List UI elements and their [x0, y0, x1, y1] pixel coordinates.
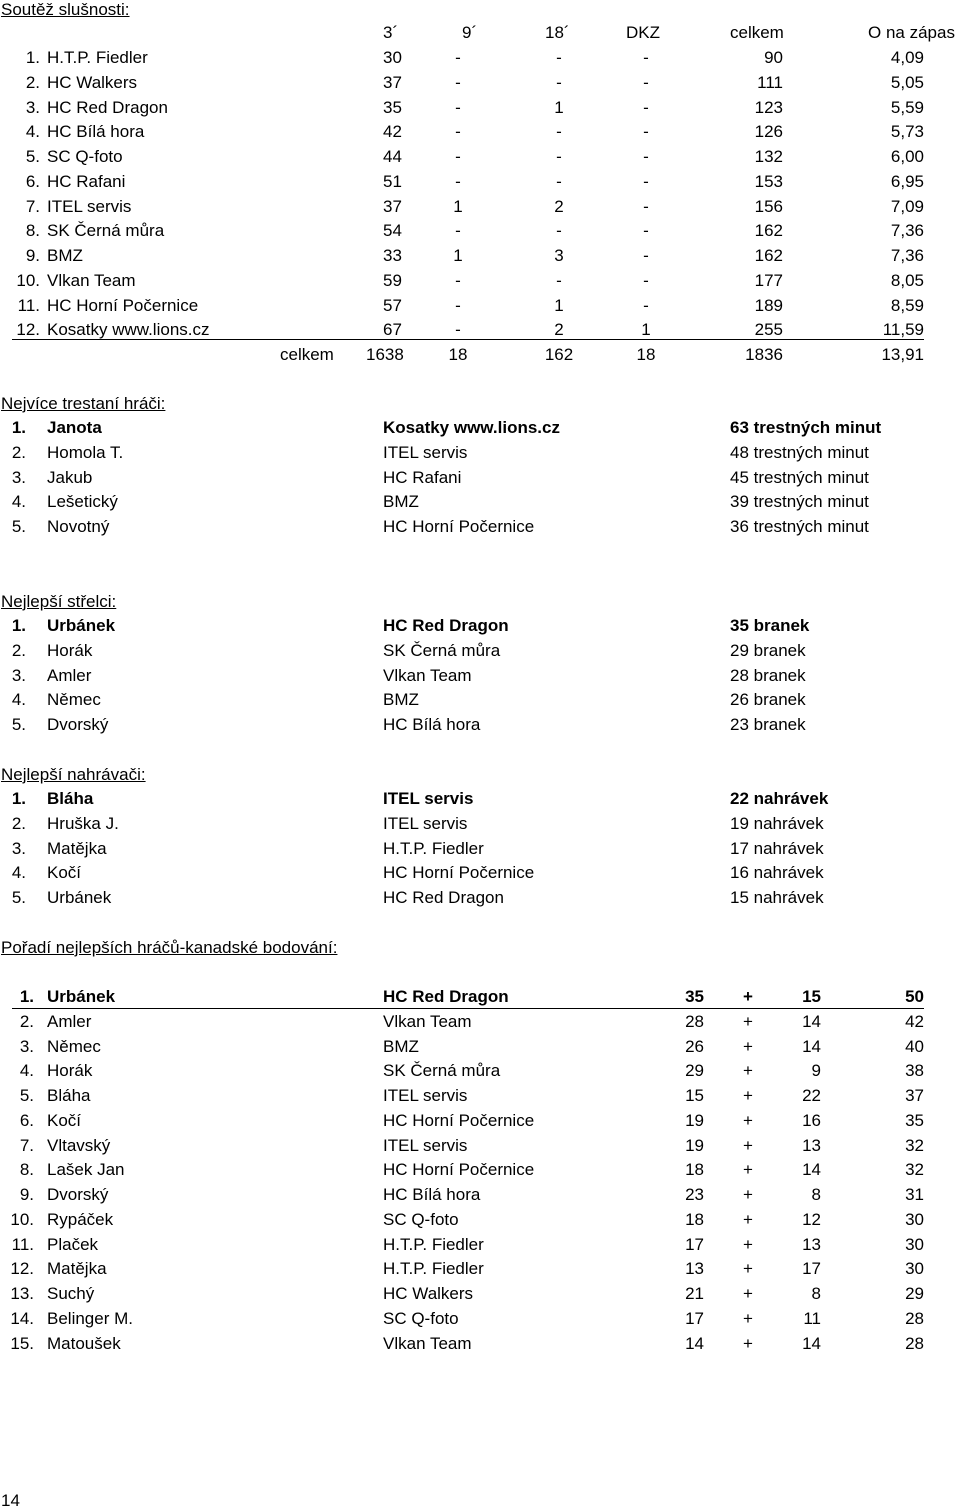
penalty-9min: -: [455, 122, 461, 142]
plus-sign: +: [743, 1234, 753, 1254]
rank: 1.: [11, 616, 26, 635]
player-name: Kočí: [47, 1110, 82, 1130]
assists: 14: [802, 1011, 821, 1031]
points: 32: [905, 1135, 924, 1155]
penalty-18min: 2: [554, 320, 564, 340]
team-name: HC Horní Počernice: [383, 1110, 535, 1130]
rank: 5.: [19, 1086, 34, 1105]
team-name: ITEL servis: [383, 1135, 468, 1155]
team-name: HC Red Dragon: [47, 97, 168, 117]
stat-value: 15 nahrávek: [730, 888, 824, 907]
assists: 12: [802, 1209, 821, 1229]
assists: 8: [811, 1284, 821, 1303]
team-name: SK Černá můra: [47, 221, 165, 241]
player-name: Matoušek: [47, 1333, 121, 1353]
team-name: HC Walkers: [47, 72, 138, 92]
player-name: Matějka: [47, 1259, 107, 1279]
penalty-3min: 67: [383, 320, 402, 340]
plus-sign: +: [743, 1061, 753, 1081]
assists: 17: [802, 1259, 821, 1279]
penalty-18min: -: [556, 147, 562, 166]
goals: 29: [685, 1061, 704, 1081]
stat-value: 48 trestných minut: [730, 442, 869, 462]
per-match: 5,59: [890, 97, 924, 117]
team-name: HC Bílá hora: [383, 715, 481, 734]
team-name: SK Černá můra: [383, 640, 501, 660]
per-match: 7,09: [890, 196, 924, 216]
team-name: Vlkan Team: [383, 1333, 472, 1353]
total-total: 1836: [745, 345, 783, 364]
per-match: 5,73: [890, 122, 924, 142]
rank: 12.: [10, 1259, 34, 1279]
player-name: Horák: [47, 640, 93, 660]
goals: 18: [685, 1160, 704, 1180]
penalty-9min: -: [455, 147, 461, 166]
penalty-total: 177: [754, 270, 783, 290]
team-name: HC Red Dragon: [383, 616, 509, 635]
rank: 9.: [19, 1185, 34, 1204]
rank: 2.: [11, 640, 26, 660]
team-name: H.T.P. Fiedler: [47, 48, 148, 67]
stat-value: 29 branek: [730, 640, 806, 660]
header-per-match: O na zápas: [868, 23, 955, 42]
player-name: Kočí: [47, 863, 82, 883]
page-number: 14: [1, 1491, 20, 1510]
player-name: Homola T.: [47, 442, 124, 462]
goals: 28: [685, 1011, 704, 1031]
player-name: Hruška J.: [47, 813, 119, 833]
player-name: Horák: [47, 1061, 93, 1081]
plus-sign: +: [743, 1086, 753, 1105]
goals: 19: [685, 1135, 704, 1155]
penalty-total: 156: [754, 196, 783, 216]
penalty-9min: 1: [453, 246, 463, 265]
rank: 2.: [11, 813, 26, 833]
points: 30: [905, 1259, 924, 1279]
plus-sign: +: [743, 1333, 753, 1353]
team-name: SC Q-foto: [47, 147, 123, 166]
points: 32: [905, 1160, 924, 1180]
penalty-total: 132: [754, 147, 783, 166]
rank: 2.: [25, 72, 40, 92]
per-match: 7,36: [890, 246, 924, 265]
team-name: H.T.P. Fiedler: [383, 1234, 484, 1254]
penalty-18min: 3: [554, 246, 564, 265]
penalty-9min: 1: [453, 196, 463, 216]
player-name: Matějka: [47, 838, 107, 858]
team-name: ITEL servis: [383, 442, 468, 462]
penalty-total: 162: [754, 246, 783, 265]
points: 42: [905, 1011, 924, 1031]
stat-value: 19 nahrávek: [730, 813, 824, 833]
team-name: HC Horní Počernice: [383, 863, 535, 883]
player-name: Plaček: [47, 1234, 99, 1254]
per-match: 8,59: [890, 295, 924, 315]
rank: 14.: [10, 1308, 34, 1328]
assists: 14: [802, 1036, 821, 1056]
penalty-dkz: -: [643, 171, 649, 191]
penalty-total: 126: [754, 122, 783, 142]
stat-value: 23 branek: [730, 715, 806, 734]
rank: 3.: [19, 1036, 34, 1056]
team-name: ITEL servis: [383, 789, 474, 808]
rank: 9.: [25, 246, 40, 265]
rank: 3.: [11, 838, 26, 858]
team-name: HC Rafani: [383, 467, 462, 487]
plus-sign: +: [743, 1259, 753, 1279]
player-name: Belinger M.: [47, 1308, 133, 1328]
team-name: HC Horní Počernice: [383, 1160, 535, 1180]
rank: 11.: [17, 295, 40, 315]
team-name: Vlkan Team: [383, 1011, 472, 1031]
stat-value: 63 trestných minut: [730, 418, 882, 437]
assists: 22: [802, 1086, 821, 1105]
rank: 4.: [11, 492, 26, 512]
rank: 13.: [10, 1284, 34, 1303]
goals: 21: [685, 1284, 704, 1303]
points: 37: [905, 1086, 924, 1105]
team-name: H.T.P. Fiedler: [383, 838, 484, 858]
plus-sign: +: [743, 1185, 753, 1204]
stat-value: 45 trestných minut: [730, 467, 869, 487]
penalty-dkz: -: [643, 72, 649, 92]
penalty-total: 111: [757, 72, 783, 92]
per-match: 8,05: [890, 270, 924, 290]
rank: 4.: [19, 1061, 34, 1081]
assists: 15: [802, 987, 821, 1006]
goals: 35: [685, 987, 704, 1006]
penalty-18min: -: [556, 48, 562, 67]
points: 31: [905, 1185, 924, 1204]
team-name: HC Bílá hora: [47, 122, 145, 142]
points: 38: [905, 1061, 924, 1081]
penalty-3min: 33: [383, 246, 402, 265]
assists: 14: [802, 1160, 821, 1180]
player-name: Němec: [47, 690, 101, 710]
assists: 16: [802, 1110, 821, 1130]
penalty-3min: 59: [383, 270, 402, 290]
player-name: Jakub: [47, 467, 93, 487]
player-name: Urbánek: [47, 616, 116, 635]
plus-sign: +: [743, 1209, 753, 1229]
rank: 8.: [25, 221, 40, 241]
penalty-9min: -: [455, 320, 461, 340]
team-name: Vlkan Team: [383, 665, 472, 685]
plus-sign: +: [743, 987, 753, 1006]
player-name: Novotný: [47, 517, 110, 536]
player-name: Rypáček: [47, 1209, 114, 1229]
per-match: 6,95: [890, 171, 924, 191]
team-name: BMZ: [383, 690, 419, 710]
penalty-total: 90: [764, 48, 783, 67]
player-name: Suchý: [47, 1284, 95, 1303]
team-name: HC Bílá hora: [383, 1185, 481, 1204]
rank: 10.: [10, 1209, 34, 1229]
team-name: SC Q-foto: [383, 1308, 459, 1328]
penalty-9min: -: [455, 295, 461, 315]
goals: 13: [685, 1259, 704, 1279]
penalty-3min: 54: [383, 221, 402, 241]
fair-play-divider: [12, 339, 924, 340]
rank: 5.: [11, 715, 26, 734]
penalty-dkz: -: [643, 221, 649, 241]
goals: 23: [685, 1185, 704, 1204]
rank: 3.: [25, 97, 40, 117]
penalty-18min: -: [556, 171, 562, 191]
goals: 17: [685, 1234, 704, 1254]
team-name: SC Q-foto: [383, 1209, 459, 1229]
total-label: celkem: [280, 345, 334, 364]
points: 28: [905, 1333, 924, 1353]
player-name: Urbánek: [47, 888, 112, 907]
rank: 4.: [11, 863, 26, 883]
rank: 7.: [25, 196, 40, 216]
goals: 17: [685, 1308, 704, 1328]
rank: 1.: [25, 48, 40, 67]
total-dkz: 18: [636, 345, 656, 364]
assists-title: Nejlepší nahrávači:: [1, 765, 146, 784]
per-match: 5,05: [890, 72, 924, 92]
penalty-3min: 57: [383, 295, 402, 315]
stat-value: 28 branek: [730, 665, 806, 685]
team-name: SK Černá můra: [383, 1061, 501, 1081]
team-name: BMZ: [383, 492, 419, 512]
fair-play-title: Soutěž slušnosti:: [1, 0, 130, 19]
player-name: Lešetický: [47, 492, 118, 512]
penalty-3min: 35: [383, 97, 402, 117]
plus-sign: +: [743, 1036, 753, 1056]
goals: 15: [685, 1086, 704, 1105]
player-name: Bláha: [47, 789, 94, 808]
penalty-3min: 51: [383, 171, 402, 191]
header-9min: 9´: [462, 23, 478, 42]
penalty-dkz: -: [643, 97, 649, 117]
goals: 18: [685, 1209, 704, 1229]
team-name: BMZ: [47, 246, 83, 265]
rank: 7.: [19, 1135, 34, 1155]
penalty-9min: -: [455, 171, 461, 191]
goals: 26: [685, 1036, 704, 1056]
penalty-9min: -: [455, 97, 461, 117]
stat-value: 35 branek: [730, 616, 810, 635]
penalties-title: Nejvíce trestaní hráči:: [1, 394, 166, 413]
rank: 5.: [25, 147, 40, 166]
per-match: 7,36: [890, 221, 924, 241]
player-name: Vltavský: [47, 1135, 111, 1155]
points: 50: [905, 987, 924, 1006]
penalty-3min: 37: [383, 196, 402, 216]
per-match: 11,59: [882, 320, 924, 340]
rank: 8.: [19, 1160, 34, 1180]
player-name: Janota: [47, 418, 102, 437]
player-name: Dvorský: [47, 1185, 109, 1204]
assists: 9: [811, 1061, 821, 1081]
assists: 11: [803, 1308, 821, 1328]
total-9min: 18: [448, 345, 468, 364]
stat-value: 36 trestných minut: [730, 517, 869, 536]
player-name: Němec: [47, 1036, 101, 1056]
goals: 19: [685, 1110, 704, 1130]
rank: 4.: [11, 690, 26, 710]
canadian-title: Pořadí nejlepších hráčů-kanadské bodování:: [1, 938, 338, 957]
plus-sign: +: [743, 1011, 753, 1031]
per-match: 4,09: [890, 48, 924, 67]
penalty-18min: -: [556, 270, 562, 290]
header-3min: 3´: [383, 23, 399, 42]
rank: 12.: [16, 320, 40, 340]
points: 40: [905, 1036, 924, 1056]
team-name: BMZ: [383, 1036, 419, 1056]
header-18min: 18´: [545, 23, 570, 42]
plus-sign: +: [743, 1135, 753, 1155]
penalty-dkz: -: [643, 196, 649, 216]
points: 30: [905, 1209, 924, 1229]
team-name: HC Red Dragon: [383, 987, 509, 1006]
team-name: H.T.P. Fiedler: [383, 1259, 484, 1279]
stat-value: 39 trestných minut: [730, 492, 869, 512]
team-name: HC Walkers: [383, 1284, 474, 1303]
penalty-dkz: -: [643, 246, 649, 265]
penalty-3min: 37: [383, 72, 402, 92]
team-name: Kosatky www.lions.cz: [47, 320, 210, 340]
team-name: ITEL servis: [47, 196, 132, 216]
goals: 14: [685, 1333, 704, 1353]
player-name: Amler: [47, 665, 92, 685]
team-name: HC Horní Počernice: [383, 517, 535, 536]
penalty-dkz: -: [643, 147, 649, 166]
penalty-total: 153: [754, 171, 783, 191]
penalty-total: 123: [754, 97, 783, 117]
rank: 1.: [11, 418, 26, 437]
team-name: ITEL servis: [383, 1086, 468, 1105]
player-name: Lašek Jan: [47, 1160, 125, 1180]
player-name: Urbánek: [47, 987, 116, 1006]
team-name: ITEL servis: [383, 813, 468, 833]
team-name: HC Red Dragon: [383, 888, 504, 907]
rank: 3.: [11, 467, 26, 487]
penalty-3min: 30: [383, 48, 402, 67]
rank: 10.: [16, 270, 40, 290]
leader-underline: [12, 1008, 924, 1009]
penalty-9min: -: [455, 72, 461, 92]
team-name: HC Horní Počernice: [47, 295, 199, 315]
penalty-3min: 42: [383, 122, 402, 142]
penalty-3min: 44: [383, 147, 402, 166]
rank: 5.: [11, 517, 26, 536]
assists: 13: [802, 1234, 821, 1254]
stat-value: 16 nahrávek: [730, 863, 824, 883]
penalty-18min: -: [556, 221, 562, 241]
penalty-9min: -: [455, 48, 461, 67]
team-name: HC Rafani: [47, 171, 126, 191]
rank: 15.: [10, 1333, 34, 1353]
header-total: celkem: [730, 23, 784, 42]
total-18min: 162: [544, 345, 574, 364]
penalty-18min: 1: [554, 97, 564, 117]
rank: 6.: [25, 171, 40, 191]
points: 29: [905, 1284, 924, 1303]
plus-sign: +: [743, 1308, 753, 1328]
penalty-9min: -: [455, 221, 461, 241]
penalty-18min: -: [556, 72, 562, 92]
player-name: Dvorský: [47, 715, 109, 734]
stat-value: 17 nahrávek: [730, 838, 824, 858]
rank: 4.: [25, 122, 40, 142]
points: 28: [905, 1308, 924, 1328]
points: 30: [905, 1234, 924, 1254]
points: 35: [905, 1110, 924, 1130]
penalty-18min: 1: [554, 295, 564, 315]
assists: 14: [802, 1333, 821, 1353]
player-name: Bláha: [47, 1086, 91, 1105]
plus-sign: +: [743, 1284, 753, 1303]
plus-sign: +: [743, 1110, 753, 1130]
rank: 2.: [11, 442, 26, 462]
penalty-dkz: -: [643, 295, 649, 315]
rank: 1.: [19, 987, 34, 1006]
stat-value: 26 branek: [730, 690, 806, 710]
rank: 3.: [11, 665, 26, 685]
total-3min: 1638: [366, 345, 404, 364]
per-match: 6,00: [890, 147, 924, 166]
player-name: Amler: [47, 1011, 92, 1031]
team-name: Kosatky www.lions.cz: [383, 418, 560, 437]
rank: 11.: [11, 1234, 34, 1254]
assists: 13: [802, 1135, 821, 1155]
penalty-dkz: -: [643, 48, 649, 67]
penalty-18min: -: [556, 122, 562, 142]
header-dkz: DKZ: [626, 23, 660, 42]
penalty-total: 255: [754, 320, 783, 340]
assists: 8: [811, 1185, 821, 1204]
total-per-match: 13,91: [881, 345, 924, 364]
penalty-total: 189: [754, 295, 783, 315]
rank: 1.: [11, 789, 26, 808]
penalty-18min: 2: [554, 196, 564, 216]
plus-sign: +: [743, 1160, 753, 1180]
penalty-9min: -: [455, 270, 461, 290]
penalty-dkz: -: [643, 270, 649, 290]
team-name: Vlkan Team: [47, 270, 136, 290]
stat-value: 22 nahrávek: [730, 789, 829, 808]
penalty-dkz: -: [643, 122, 649, 142]
rank: 2.: [19, 1011, 34, 1031]
penalty-total: 162: [754, 221, 783, 241]
scorers-title: Nejlepší střelci:: [1, 592, 117, 611]
rank: 5.: [11, 888, 26, 907]
rank: 6.: [19, 1110, 34, 1130]
penalty-dkz: 1: [641, 320, 651, 340]
